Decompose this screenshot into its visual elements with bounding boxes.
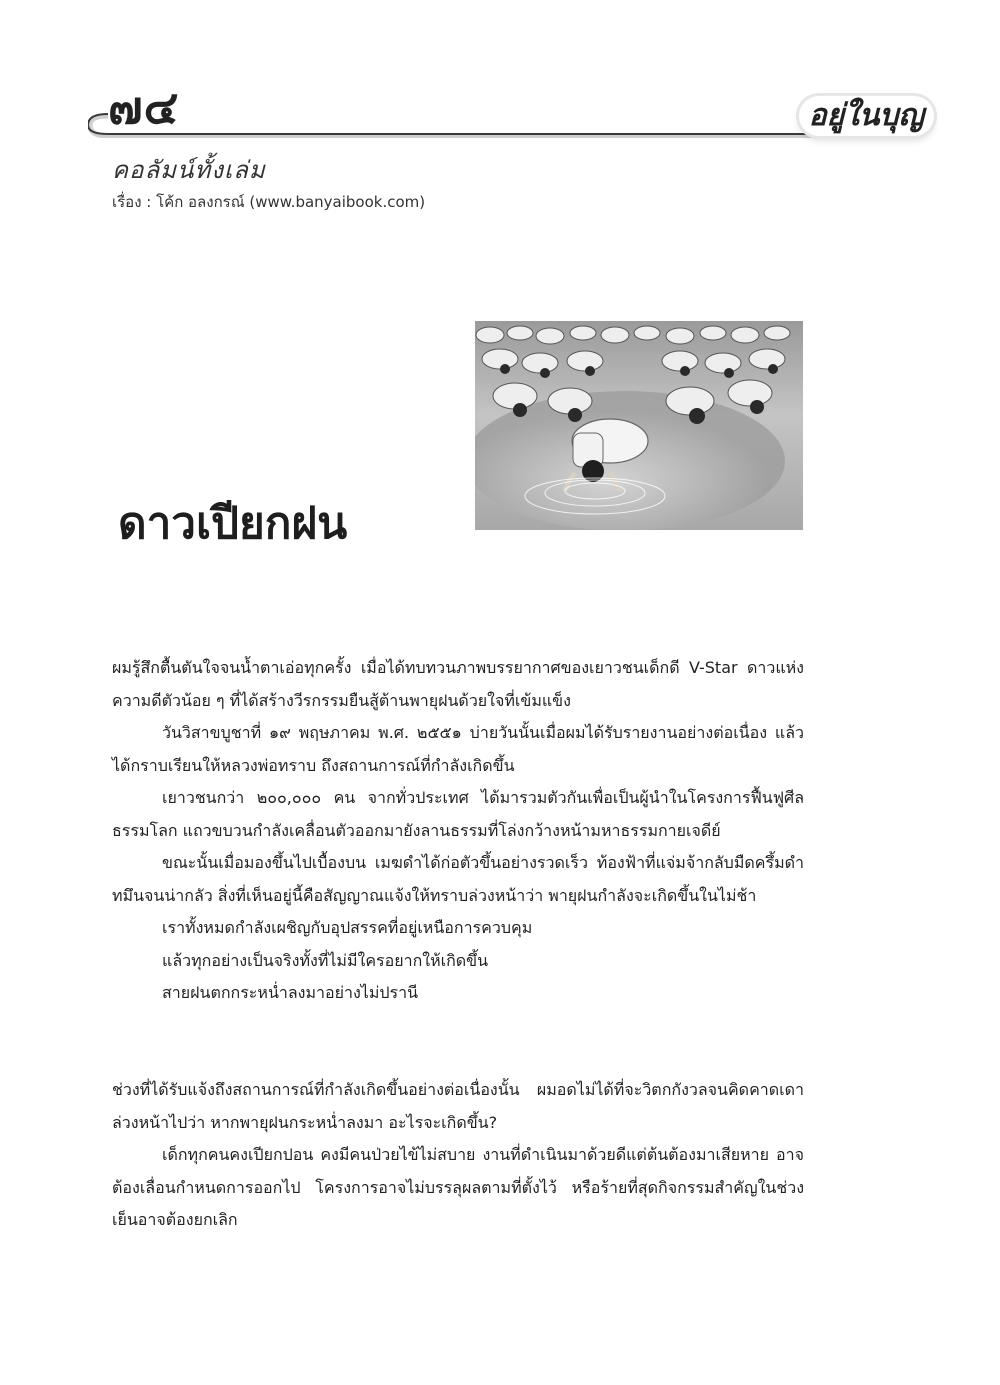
- paragraph: เราทั้งหมดกำลังเผชิญกับอุปสรรคที่อยู่เหนือการควบคุม: [162, 918, 533, 937]
- paragraph: ผมรู้สึกตื้นตันใจจนน้ำตาเอ่อทุกครั้ง เมื่อได้ทบทวนภาพบรรยากาศของเยาวชนเด็กดี V-Star ดาวแห่งความดีตัวน้อย ๆ ที่ได้สร้างวีรกรรมยืนสู้ต้านพายุฝนด้วยใจที่เข้มแข็ง: [112, 658, 804, 710]
- paragraph: แล้วทุกอย่างเป็นจริงทั้งที่ไม่มีใครอยากให้เกิดขึ้น: [162, 950, 489, 970]
- article-body-section-2: [112, 1074, 804, 1237]
- photo-prostrating-youths-icon: [475, 321, 803, 530]
- paragraph: ขณะนั้นเมื่อมองขึ้นไปเบื้องบน เมฆดำได้ก่อตัวขึ้นอย่างรวดเร็ว ท้องฟ้าที่แจ่มจ้ากลับมืดครึ้มดำทมึนจนน่ากลัว สิ่งที่เห็นอยู่นี้คือสัญญาณแจ้งให้ทราบล่วงหน้าว่า พายุฝนกำลังจะเกิดขึ้นในไม่ช้า: [112, 853, 804, 905]
- paragraph: ช่วงที่ได้รับแจ้งถึงสถานการณ์ที่กำลังเกิดขึ้นอย่างต่อเนื่องนั้น ผมอดไม่ได้ที่จะวิตกกังวลจนคิดคาดเดาล่วงหน้าไปว่า หากพายุฝนกระหน่ำลงมา อะไรจะเกิดขึ้น?: [112, 1080, 804, 1132]
- magazine-brand-logo: อยู่ในบุญ: [799, 96, 934, 136]
- paragraph: เด็กทุกคนคงเปียกปอน คงมีคนป่วยไข้ไม่สบาย งานที่ดำเนินมาด้วยดีแต่ต้นต้องมาเสียหาย อาจต้องเลื่อนกำหนดการออกไป โครงการอาจไม่บรรลุผลตามที่ตั้งไว้ หรือร้ายที่สุดกิจกรรมสำคัญในช่วงเย็นอาจต้องยกเลิก: [112, 1145, 804, 1229]
- paragraph: วันวิสาขบูชาที่ ๑๙ พฤษภาคม พ.ศ. ๒๕๕๑ บ่ายวันนั้นเมื่อผมได้รับรายงานอย่างต่อเนื่อง แล้วได้กราบเรียนให้หลวงพ่อทราบ ถึงสถานการณ์ที่กำลังเกิดขึ้น: [112, 723, 804, 775]
- article-photo: [475, 321, 803, 530]
- paragraph: สายฝนตกกระหน่ำลงมาอย่างไม่ปรานี: [162, 983, 419, 1002]
- page-number: ๗๔: [108, 80, 180, 134]
- column-label: คอลัมน์ทั้งเล่ม: [112, 156, 266, 184]
- paragraph: เยาวชนกว่า ๒๐๐,๐๐๐ คน จากทั่วประเทศ ได้มารวมตัวกันเพื่อเป็นผู้นำในโครงการฟื้นฟูศีลธรรมโลก แถวขบวนกำลังเคลื่อนตัวออกมายังลานธรรมที่โล่งกว้างหน้ามหาธรรมกายเจดีย์: [112, 788, 804, 840]
- header-rule: [88, 112, 920, 138]
- article-body-section-1: [112, 652, 804, 1010]
- byline: เรื่อง : โค้ก อลงกรณ์ (www.banyaibook.com): [112, 193, 426, 211]
- article-title: ดาวเปียกฝน: [118, 498, 348, 549]
